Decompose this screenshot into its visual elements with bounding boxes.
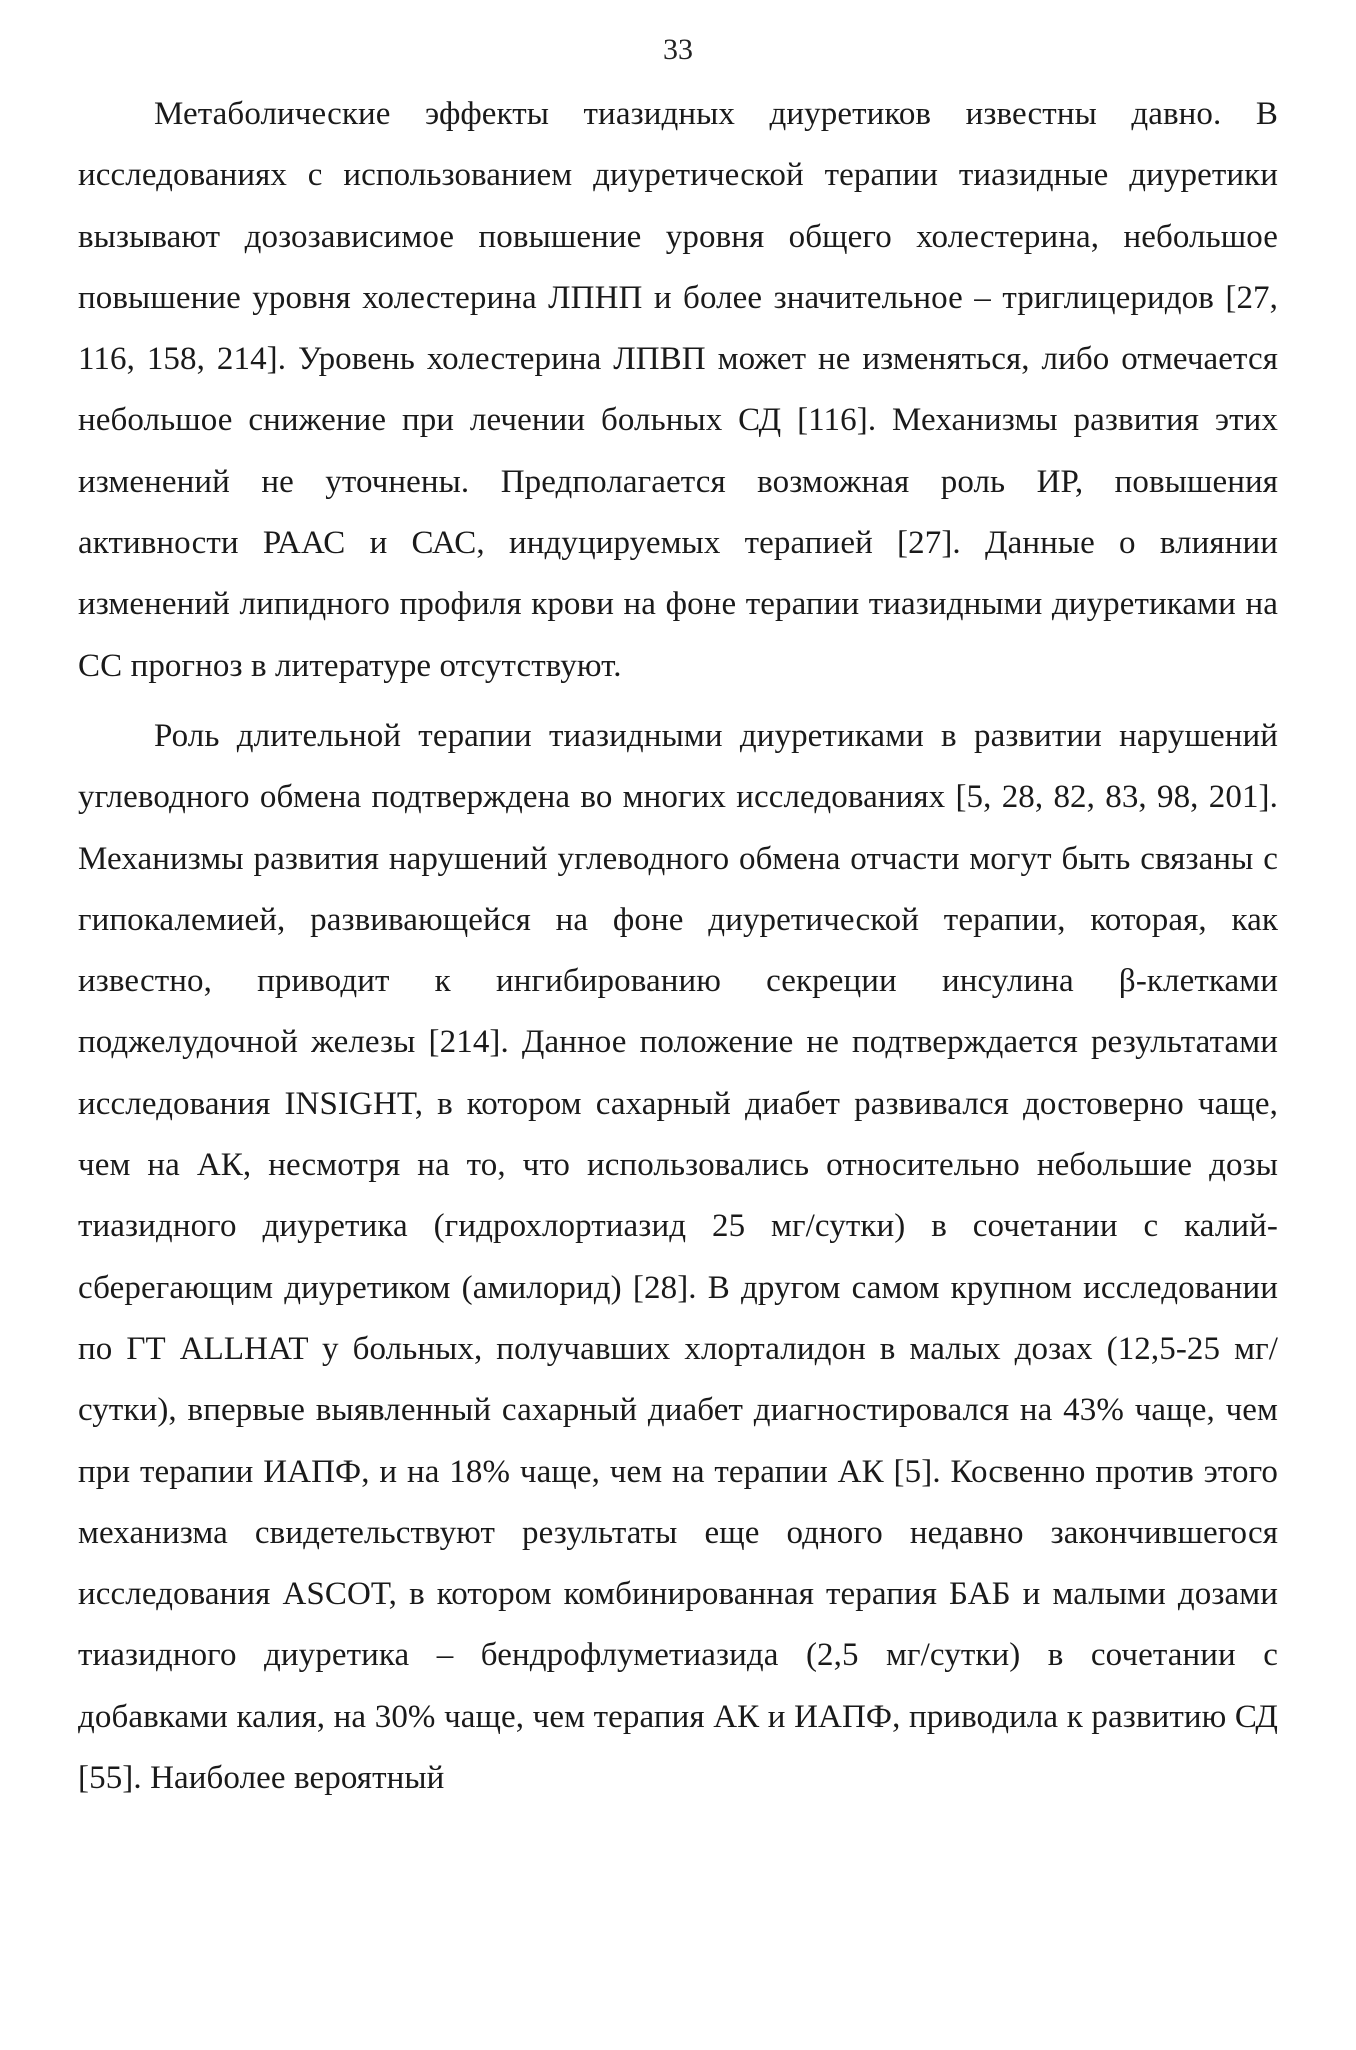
paragraph-2: Роль длительной терапии тиазидными диуретиками в развитии нарушений углеводного обмена подтверждена во многих исследованиях [5, 28, 82, 83, 98, 201]. Механизмы развития нарушений углеводного обмена отчасти могут быть связаны с гипокалемией, развивающейся на фоне диуретической терапии, которая, как известно, приводит к ингибированию секреции инсулина β-клетками поджелудочной железы [214]. Данное положение не подтверждается результатами исследования INSIGHT, в котором сахарный диабет развивался достоверно чаще, чем на АК, несмотря на то, что использовались относительно небольшие дозы тиазидного диуретика (гидрохлортиазид 25 мг/сутки) в сочетании с калий-сберегающим диуретиком (амилорид) [28]. В другом самом крупном исследовании по ГТ ALLHAT у больных, получавших хлорталидон в малых дозах (12,5-25 мг/сутки), впервые выявленный сахарный диабет диагностировался на 43% чаще, чем при терапии ИАПФ, и на 18% чаще, чем на терапии АК [5]. Косвенно против этого механизма свидетельствуют результаты еще одного недавно закончившегося исследования ASCOT, в котором комбинированная терапия БАБ и малыми дозами тиазидного диуретика – бендрофлуметиазида (2,5 мг/сутки) в сочетании с добавками калия, на 30% чаще, чем терапия АК и ИАПФ, приводила к развитию СД [55]. Наиболее вероятный: [78, 717, 1278, 1797]
body-text: [78, 84, 1278, 1809]
paragraph-1: Метаболические эффекты тиазидных диуретиков известны давно. В исследованиях с использованием диуретической терапии тиазидные диуретики вызывают дозозависимое повышение уровня общего холестерина, небольшое повышение уровня холестерина ЛПНП и более значительное – триглицеридов [27, 116, 158, 214]. Уровень холестерина ЛПВП может не изменяться, либо отмечается небольшое снижение при лечении больных СД [116]. Механизмы развития этих изменений не уточнены. Предполагается возможная роль ИР, повышения активности РААС и САС, индуцируемых терапией [27]. Данные о влиянии изменений липидного профиля крови на фоне терапии тиазидными диуретиками на СС прогноз в литературе отсутствуют.: [78, 96, 1278, 684]
page-number: 33: [663, 33, 693, 66]
